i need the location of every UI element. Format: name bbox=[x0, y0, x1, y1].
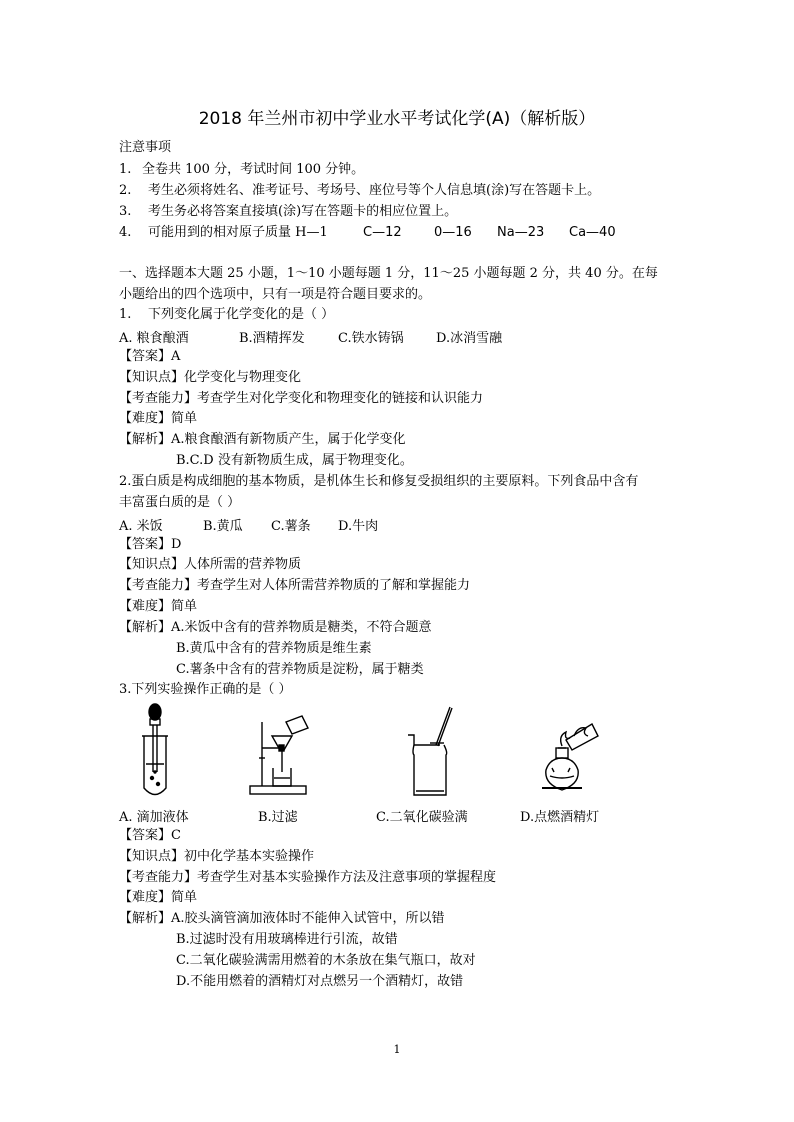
q1-difficulty: 【难度】简单 bbox=[119, 411, 198, 426]
q1-analysis-1: 【解析】A.粮食酿酒有新物质产生，属于化学变化 bbox=[119, 432, 406, 447]
q3-option-d: D.点燃酒精灯 bbox=[520, 810, 600, 825]
note-2-num: 2. bbox=[119, 183, 132, 198]
q1-option-d: D.冰消雪融 bbox=[436, 331, 503, 346]
q3-option-b: B.过滤 bbox=[258, 810, 298, 825]
note-3-num: 3. bbox=[119, 204, 132, 219]
q3-analysis-4: D.不能用燃着的酒精灯对点燃另一个酒精灯，故错 bbox=[176, 974, 464, 989]
mass-na: Na—23 bbox=[497, 225, 545, 240]
alcohol-lamp-figure bbox=[532, 718, 602, 800]
q3-analysis-2: B.过滤时没有用玻璃棒进行引流，故错 bbox=[176, 932, 398, 947]
note-2-text: 考生必须将姓名、准考证号、考场号、座位号等个人信息填(涂)写在答题卡上。 bbox=[148, 183, 601, 198]
section-intro-line2: 小题给出的四个选项中，只有一项是符合题目要求的。 bbox=[119, 287, 432, 302]
dropper-test-tube-figure bbox=[130, 702, 180, 802]
q1-option-a: A. 粮食酿酒 bbox=[119, 331, 189, 346]
q2-answer: 【答案】D bbox=[119, 537, 182, 552]
q3-ability: 【考查能力】考查学生对基本实验操作方法及注意事项的掌握程度 bbox=[119, 870, 497, 885]
notes-heading: 注意事项 bbox=[119, 140, 172, 155]
q1-analysis-2: B.C.D 没有新物质生成，属于物理变化。 bbox=[176, 453, 413, 468]
filtration-figure bbox=[246, 712, 316, 798]
q3-answer: 【答案】C bbox=[119, 828, 181, 843]
q3-difficulty: 【难度】简单 bbox=[119, 890, 198, 905]
co2-test-figure bbox=[400, 705, 460, 801]
document-title: 2018 年兰州市初中学业水平考试化学(A)（解析版） bbox=[198, 109, 596, 129]
q2-analysis-3: C.薯条中含有的营养物质是淀粉，属于糖类 bbox=[176, 662, 424, 677]
note-1-num: 1. bbox=[119, 162, 132, 177]
q1-option-c: C.铁水铸锅 bbox=[338, 331, 404, 346]
note-4-text: 可能用到的相对原子质量 H—1 bbox=[148, 225, 328, 240]
q2-ability: 【考查能力】考查学生对人体所需营养物质的了解和掌握能力 bbox=[119, 578, 471, 593]
q3-analysis-1: 【解析】A.胶头滴管滴加液体时不能伸入试管中，所以错 bbox=[119, 911, 445, 926]
q3-analysis-3: C.二氧化碳验满需用燃着的木条放在集气瓶口，故对 bbox=[176, 953, 476, 968]
mass-c: C—12 bbox=[363, 225, 402, 240]
page-number: 1 bbox=[393, 1043, 401, 1056]
q1-knowledge: 【知识点】化学变化与物理变化 bbox=[119, 370, 302, 385]
q1-ability: 【考查能力】考查学生对化学变化和物理变化的链接和认识能力 bbox=[119, 391, 484, 406]
q2-stem-line2: 丰富蛋白质的是（ ） bbox=[119, 495, 241, 510]
q2-stem-line1: 2.蛋白质是构成细胞的基本物质，是机体生长和修复受损组织的主要原料。下列食品中含有 bbox=[119, 474, 639, 489]
q2-option-c: C.薯条 bbox=[271, 519, 311, 534]
q3-knowledge: 【知识点】初中化学基本实验操作 bbox=[119, 849, 315, 864]
q3-option-c: C.二氧化碳验满 bbox=[376, 810, 468, 825]
q1-option-b: B.酒精挥发 bbox=[239, 331, 305, 346]
q2-analysis-1: 【解析】A.米饭中含有的营养物质是糖类，不符合题意 bbox=[119, 620, 432, 635]
q1-stem: 下列变化属于化学变化的是（ ） bbox=[148, 307, 335, 322]
note-3-text: 考生务必将答案直接填(涂)写在答题卡的相应位置上。 bbox=[148, 204, 458, 219]
mass-ca: Ca—40 bbox=[569, 225, 616, 240]
q2-knowledge: 【知识点】人体所需的营养物质 bbox=[119, 557, 302, 572]
note-1-text: 全卷共 100 分，考试时间 100 分钟。 bbox=[142, 162, 365, 177]
section-intro-line1: 一、选择题本大题 25 小题，1～10 小题每题 1 分，11～25 小题每题 2 分，共 40 分。在每 bbox=[119, 266, 658, 281]
q2-analysis-2: B.黄瓜中含有的营养物质是维生素 bbox=[176, 641, 372, 656]
q1-number: 1. bbox=[119, 307, 132, 322]
q1-answer: 【答案】A bbox=[119, 349, 181, 364]
mass-o: 0—16 bbox=[434, 225, 472, 240]
note-4-num: 4. bbox=[119, 225, 132, 240]
q2-option-b: B.黄瓜 bbox=[203, 519, 243, 534]
q2-option-d: D.牛肉 bbox=[338, 519, 379, 534]
q3-option-a: A. 滴加液体 bbox=[119, 810, 189, 825]
q2-difficulty: 【难度】简单 bbox=[119, 599, 198, 614]
q3-stem: 3.下列实验操作正确的是（ ） bbox=[119, 682, 292, 697]
q2-option-a: A. 米饭 bbox=[119, 519, 163, 534]
